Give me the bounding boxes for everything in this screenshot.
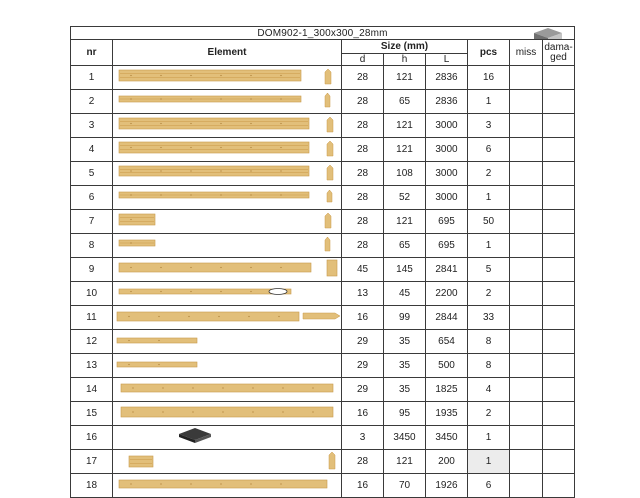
table-row: [71, 306, 575, 330]
row-pcs: 1: [468, 450, 510, 474]
element-drawing: [113, 474, 342, 494]
element-drawing: [113, 138, 342, 158]
row-L: 1935: [426, 402, 468, 426]
table-row: [71, 186, 575, 210]
row-L: 3000: [426, 186, 468, 210]
row-miss: [510, 210, 543, 234]
col-header-L: L: [426, 54, 468, 66]
row-h: 65: [384, 234, 426, 258]
row-h: 35: [384, 378, 426, 402]
row-d: 16: [342, 306, 384, 330]
row-pcs: 8: [468, 354, 510, 378]
row-miss: [510, 378, 543, 402]
table-row: [71, 258, 575, 282]
row-L: 2844: [426, 306, 468, 330]
row-pcs: 1: [468, 90, 510, 114]
table-row: [71, 402, 575, 426]
row-h: 108: [384, 162, 426, 186]
row-damaged: [543, 426, 575, 450]
table-row: [71, 162, 575, 186]
row-d: 28: [342, 186, 384, 210]
row-miss: [510, 426, 543, 450]
row-element-drawing: [113, 306, 342, 330]
col-header-damaged-label: dama- ged: [544, 41, 573, 63]
row-pcs: 50: [468, 210, 510, 234]
col-header-h: h: [384, 54, 426, 66]
row-damaged: [543, 402, 575, 426]
row-h: 52: [384, 186, 426, 210]
row-damaged: [543, 114, 575, 138]
row-element-drawing: [113, 186, 342, 210]
row-damaged: [543, 138, 575, 162]
row-damaged: [543, 378, 575, 402]
row-nr: 13: [71, 354, 113, 378]
row-nr: 7: [71, 210, 113, 234]
table-row: [71, 210, 575, 234]
row-d: 3: [342, 426, 384, 450]
element-drawing: [113, 114, 342, 134]
row-miss: [510, 66, 543, 90]
row-damaged: [543, 282, 575, 306]
row-d: 28: [342, 90, 384, 114]
row-element-drawing: [113, 138, 342, 162]
col-header-damaged: [543, 40, 575, 66]
row-damaged: [543, 306, 575, 330]
row-L: 1825: [426, 378, 468, 402]
row-h: 70: [384, 474, 426, 498]
row-pcs: 6: [468, 138, 510, 162]
parts-list-sheet: [70, 26, 574, 498]
row-nr: 8: [71, 234, 113, 258]
col-header-nr: nr: [71, 40, 113, 66]
table-row: [71, 474, 575, 498]
document-title: DOM902-1_300x300_28mm: [257, 27, 388, 39]
row-L: 695: [426, 210, 468, 234]
row-element-drawing: [113, 282, 342, 306]
house-corner-icon: [532, 27, 564, 40]
element-drawing: [113, 378, 342, 398]
row-pcs: 1: [468, 186, 510, 210]
row-damaged: [543, 186, 575, 210]
row-d: 29: [342, 330, 384, 354]
row-element-drawing: [113, 474, 342, 498]
element-drawing: [113, 66, 342, 86]
row-miss: [510, 474, 543, 498]
row-pcs: 8: [468, 330, 510, 354]
row-d: 28: [342, 450, 384, 474]
row-element-drawing: [113, 210, 342, 234]
row-miss: [510, 234, 543, 258]
col-header-miss: miss: [510, 40, 543, 66]
table-row: [71, 138, 575, 162]
row-d: 29: [342, 378, 384, 402]
row-nr: 17: [71, 450, 113, 474]
row-nr: 1: [71, 66, 113, 90]
element-drawing: [113, 330, 342, 350]
row-L: 2836: [426, 66, 468, 90]
row-L: 3450: [426, 426, 468, 450]
row-h: 99: [384, 306, 426, 330]
row-nr: 16: [71, 426, 113, 450]
row-damaged: [543, 474, 575, 498]
row-pcs: 1: [468, 234, 510, 258]
element-drawing: [113, 258, 342, 278]
row-d: 28: [342, 210, 384, 234]
row-d: 16: [342, 474, 384, 498]
row-L: 695: [426, 234, 468, 258]
row-damaged: [543, 162, 575, 186]
row-pcs: 4: [468, 378, 510, 402]
row-element-drawing: [113, 234, 342, 258]
row-d: 28: [342, 138, 384, 162]
table-row: [71, 330, 575, 354]
row-damaged: [543, 90, 575, 114]
row-h: 145: [384, 258, 426, 282]
row-pcs: 2: [468, 162, 510, 186]
row-h: 95: [384, 402, 426, 426]
row-damaged: [543, 210, 575, 234]
row-L: 3000: [426, 138, 468, 162]
row-d: 13: [342, 282, 384, 306]
row-miss: [510, 306, 543, 330]
row-nr: 15: [71, 402, 113, 426]
row-h: 121: [384, 210, 426, 234]
row-nr: 18: [71, 474, 113, 498]
row-L: 2841: [426, 258, 468, 282]
table-row: [71, 378, 575, 402]
row-miss: [510, 330, 543, 354]
row-h: 121: [384, 450, 426, 474]
table-row: [71, 114, 575, 138]
row-L: 2836: [426, 90, 468, 114]
row-miss: [510, 402, 543, 426]
row-pcs: 33: [468, 306, 510, 330]
row-d: 28: [342, 162, 384, 186]
row-miss: [510, 114, 543, 138]
row-miss: [510, 138, 543, 162]
row-pcs: 2: [468, 282, 510, 306]
element-drawing: [113, 450, 342, 470]
row-nr: 10: [71, 282, 113, 306]
row-h: 3450: [384, 426, 426, 450]
row-element-drawing: [113, 114, 342, 138]
row-L: 200: [426, 450, 468, 474]
row-pcs: 3: [468, 114, 510, 138]
row-nr: 5: [71, 162, 113, 186]
element-drawing: [113, 210, 342, 230]
row-nr: 9: [71, 258, 113, 282]
element-drawing: [113, 306, 342, 326]
table-row: [71, 426, 575, 450]
element-drawing: [113, 426, 342, 446]
row-pcs: 5: [468, 258, 510, 282]
row-pcs: 2: [468, 402, 510, 426]
row-element-drawing: [113, 258, 342, 282]
row-L: 500: [426, 354, 468, 378]
row-h: 65: [384, 90, 426, 114]
element-drawing: [113, 234, 342, 254]
row-damaged: [543, 354, 575, 378]
row-element-drawing: [113, 66, 342, 90]
parts-rows: [71, 66, 575, 498]
row-L: 2200: [426, 282, 468, 306]
parts-table: [70, 26, 575, 498]
row-pcs: 6: [468, 474, 510, 498]
row-nr: 14: [71, 378, 113, 402]
row-nr: 3: [71, 114, 113, 138]
col-header-d: d: [342, 54, 384, 66]
row-h: 121: [384, 114, 426, 138]
element-drawing: [113, 402, 342, 422]
row-miss: [510, 258, 543, 282]
table-row: [71, 354, 575, 378]
row-nr: 6: [71, 186, 113, 210]
row-h: 35: [384, 330, 426, 354]
row-nr: 4: [71, 138, 113, 162]
element-drawing: [113, 90, 342, 110]
col-header-element: Element: [113, 40, 342, 66]
row-miss: [510, 186, 543, 210]
element-drawing: [113, 162, 342, 182]
row-d: 16: [342, 402, 384, 426]
row-miss: [510, 90, 543, 114]
row-element-drawing: [113, 354, 342, 378]
row-h: 121: [384, 66, 426, 90]
row-element-drawing: [113, 162, 342, 186]
row-d: 29: [342, 354, 384, 378]
col-header-size: Size (mm): [342, 40, 468, 54]
table-row: [71, 282, 575, 306]
row-pcs: 1: [468, 426, 510, 450]
element-drawing: [113, 282, 342, 302]
row-d: 28: [342, 114, 384, 138]
row-miss: [510, 282, 543, 306]
row-damaged: [543, 234, 575, 258]
row-damaged: [543, 66, 575, 90]
row-damaged: [543, 450, 575, 474]
table-row: [71, 66, 575, 90]
row-nr: 12: [71, 330, 113, 354]
row-L: 1926: [426, 474, 468, 498]
col-header-pcs: pcs: [468, 40, 510, 66]
element-drawing: [113, 354, 342, 374]
row-miss: [510, 450, 543, 474]
row-h: 45: [384, 282, 426, 306]
row-damaged: [543, 330, 575, 354]
table-row: [71, 450, 575, 474]
row-d: 28: [342, 234, 384, 258]
table-row: [71, 90, 575, 114]
row-h: 35: [384, 354, 426, 378]
row-L: 3000: [426, 114, 468, 138]
row-d: 45: [342, 258, 384, 282]
row-miss: [510, 354, 543, 378]
row-nr: 11: [71, 306, 113, 330]
row-element-drawing: [113, 330, 342, 354]
row-element-drawing: [113, 450, 342, 474]
row-h: 121: [384, 138, 426, 162]
table-row: [71, 234, 575, 258]
row-element-drawing: [113, 90, 342, 114]
document-title-cell: [71, 27, 575, 40]
row-damaged: [543, 258, 575, 282]
row-pcs: 16: [468, 66, 510, 90]
row-miss: [510, 162, 543, 186]
row-element-drawing: [113, 378, 342, 402]
row-d: 28: [342, 66, 384, 90]
row-nr: 2: [71, 90, 113, 114]
element-drawing: [113, 186, 342, 206]
row-element-drawing: [113, 426, 342, 450]
row-L: 654: [426, 330, 468, 354]
row-L: 3000: [426, 162, 468, 186]
row-element-drawing: [113, 402, 342, 426]
